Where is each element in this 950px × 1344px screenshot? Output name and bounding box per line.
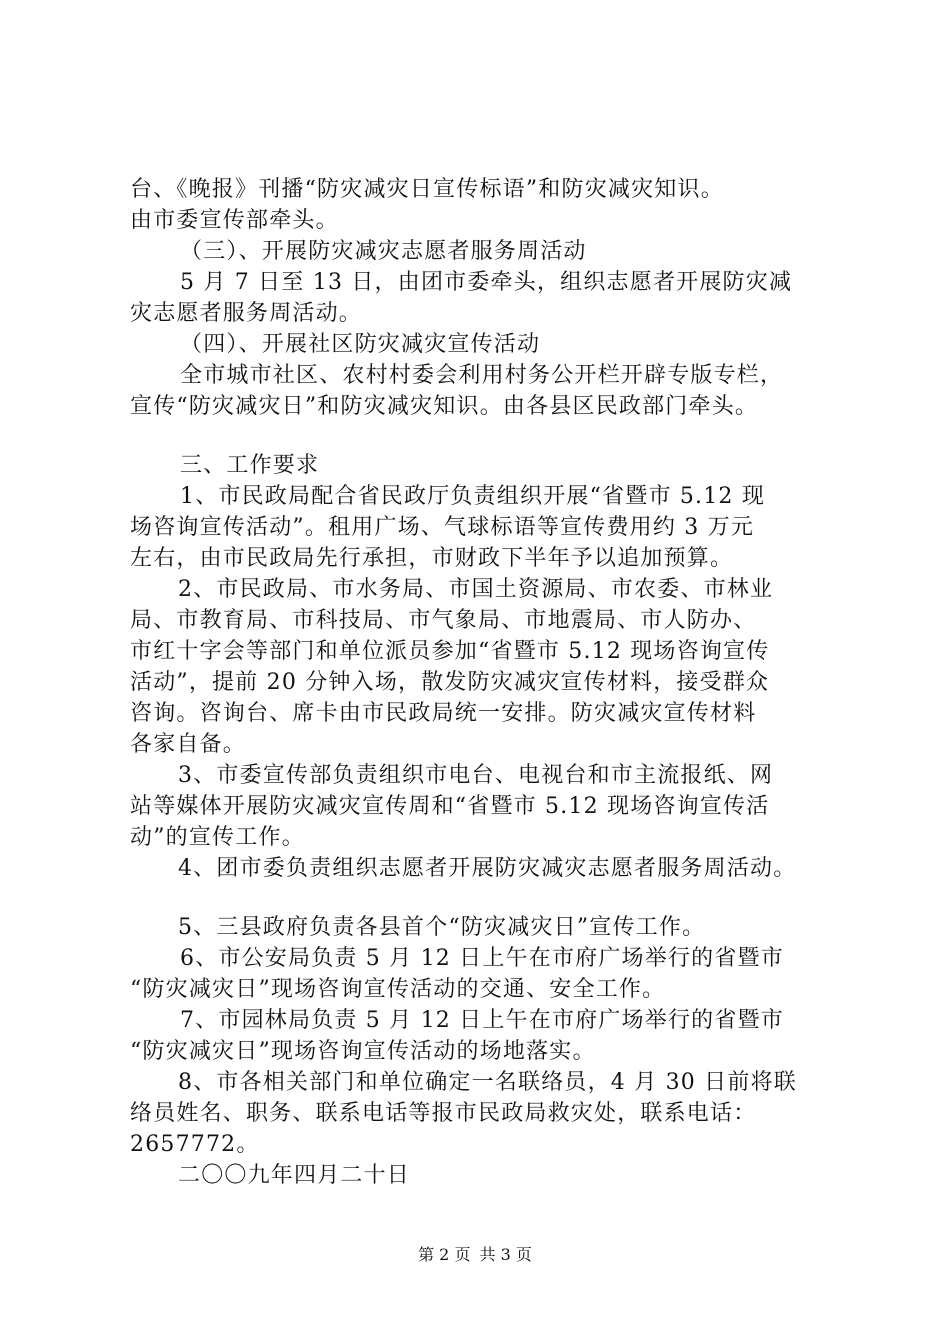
- text-line: 5、三县政府负责各县首个“防灾减灾日”宣传工作。: [178, 915, 706, 940]
- text-line: 5 月 7 日至 13 日，由团市委牵头，组织志愿者开展防灾减: [180, 270, 793, 295]
- text-line: 场咨询宣传活动”。租用广场、气球标语等宣传费用约 3 万元: [130, 515, 755, 540]
- text-line: 3、市委宣传部负责组织市电台、电视台和市主流报纸、网: [178, 763, 774, 788]
- text-line: 局、市教育局、市科技局、市气象局、市地震局、市人防办、: [130, 608, 757, 633]
- section-heading: （三）、开展防灾减灾志愿者服务周活动: [180, 239, 587, 264]
- text-line: 左右，由市民政局先行承担，市财政下半年予以追加预算。: [130, 546, 734, 571]
- text-line: 2657772。: [130, 1132, 260, 1157]
- text-line: “防灾减灾日”现场咨询宣传活动的场地落实。: [130, 1039, 596, 1064]
- text-line: 2、市民政局、市水务局、市国土资源局、市农委、市林业: [178, 577, 774, 602]
- signature-date: 二〇〇九年四月二十日: [178, 1163, 411, 1188]
- text-line: 灾志愿者服务周活动。: [130, 301, 363, 326]
- text-line: 咨询。咨询台、席卡由市民政局统一安排。防灾减灾宣传材料: [130, 701, 757, 726]
- text-line: 动”的宣传工作。: [130, 825, 305, 850]
- text-line: 活动”，提前 20 分钟入场，散发防灾减灾宣传材料，接受群众: [130, 670, 770, 695]
- text-line: 各家自备。: [130, 732, 247, 757]
- section-heading: （四）、开展社区防灾减灾宣传活动: [180, 332, 541, 357]
- section-heading: 三、工作要求: [180, 453, 320, 478]
- text-line: 4、团市委负责组织志愿者开展防灾减灾志愿者服务周活动。: [178, 856, 797, 881]
- page-footer: [0, 1245, 950, 1265]
- text-line: 市红十字会等部门和单位派员参加“省暨市 5.12 现场咨询宣传: [130, 639, 770, 664]
- text-line: 台、《晚报》刊播“防灾减灾日宣传标语”和防灾减灾知识。: [130, 177, 724, 202]
- page-number: 第 2 页: [418, 1245, 471, 1264]
- text-line: 6、市公安局负责 5 月 12 日上午在市府广场举行的省暨市: [180, 946, 784, 971]
- text-line: 全市城市社区、农村村委会利用村务公开栏开辟专版专栏，: [180, 363, 784, 388]
- text-line: 络员姓名、职务、联系电话等报市民政局救灾处，联系电话：: [130, 1101, 757, 1126]
- text-line: 站等媒体开展防灾减灾宣传周和“省暨市 5.12 现场咨询宣传活: [130, 794, 770, 819]
- text-line: 7、市园林局负责 5 月 12 日上午在市府广场举行的省暨市: [180, 1008, 784, 1033]
- text-line: 由市委宣传部牵头。: [130, 208, 339, 233]
- page-total: 共 3 页: [479, 1245, 532, 1264]
- text-line: “防灾减灾日”现场咨询宣传活动的交通、安全工作。: [130, 977, 666, 1002]
- text-line: 1、市民政局配合省民政厅负责组织开展“省暨市 5.12 现: [180, 484, 766, 509]
- text-line: 8、市各相关部门和单位确定一名联络员，4 月 30 日前将联: [178, 1070, 797, 1095]
- text-line: 宣传“防灾减灾日”和防灾减灾知识。由各县区民政部门牵头。: [130, 394, 759, 419]
